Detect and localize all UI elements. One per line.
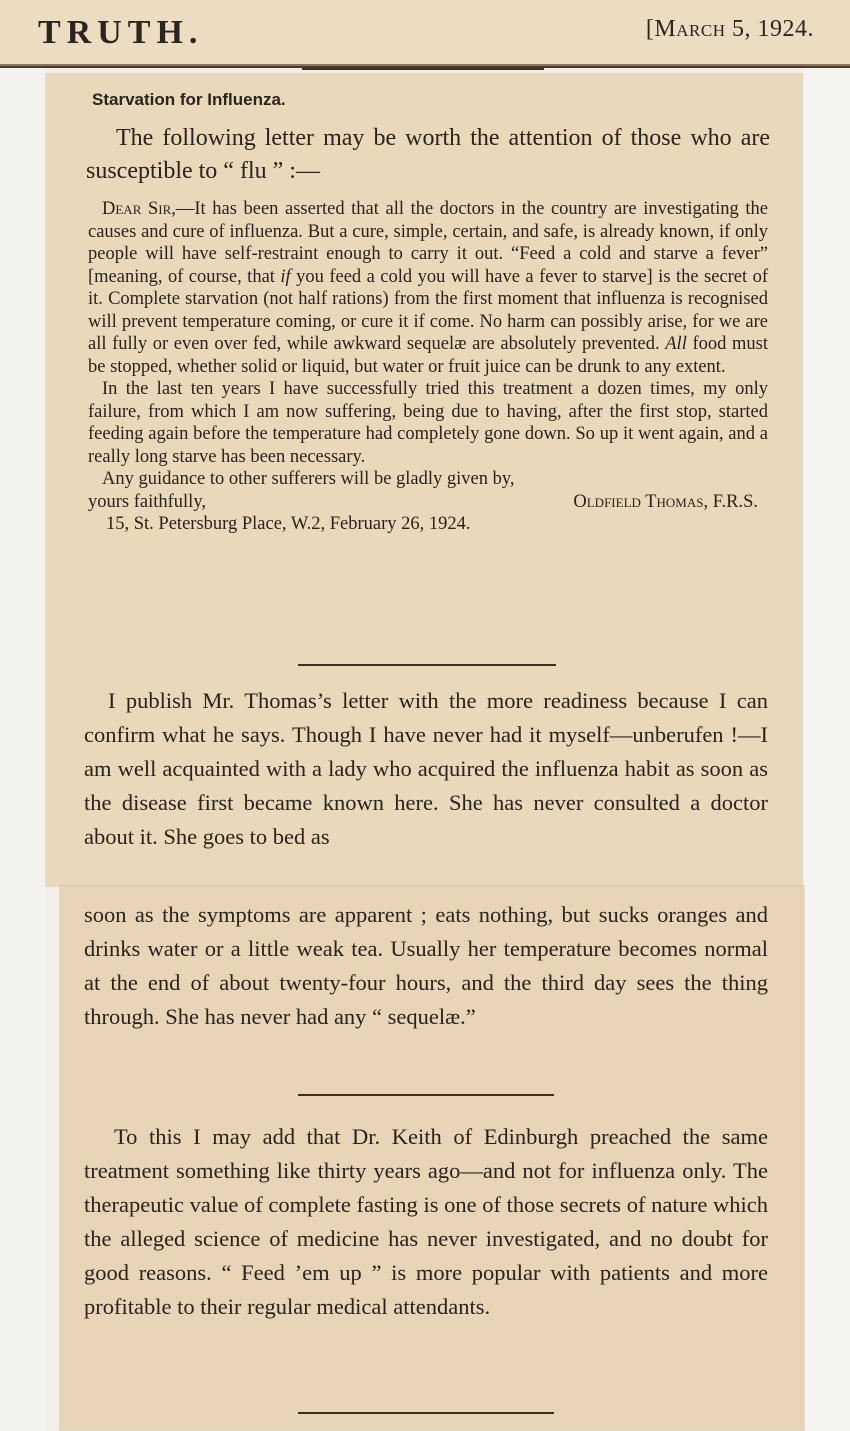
issue-date	[646, 16, 814, 43]
date-bracket: [	[645, 16, 655, 42]
letter-signature-line	[88, 491, 768, 514]
letter-closing: yours faithfully,	[88, 491, 207, 512]
divider-2	[298, 1094, 554, 1096]
letter-paragraph-1	[88, 198, 768, 378]
scan-left-margin	[0, 0, 46, 1431]
commentary-paragraph-2: To this I may add that Dr. Keith of Edinburgh preached the same treatment something like thirty years ago—and not for influenza only. The therapeutic value of complete fasting is one of those secrets of nature which the alleged science of medicine has never investigated, and no doubt for good reasons. “ Feed ’em up ” is more popular with patients and more profitable to their regular medical attendants.	[84, 1124, 768, 1319]
letter-p1-text-a: —It has been asserted that all the doctors in the country are investigating the causes and cure of influenza. But a cure, simple, certain, and safe, is already known, if only people will have self-restraint enough to carry it out. “Feed a cold and starve a fever” [meaning, of course, that	[88, 199, 768, 287]
letter-salutation: Dear Sir,	[102, 199, 176, 219]
letter-p1-italic-all: All	[665, 334, 687, 354]
scan-right-margin	[804, 70, 850, 1431]
top-rule	[302, 68, 544, 70]
date-day-year: 5, 1924.	[732, 16, 814, 42]
commentary-paragraph-1: I publish Mr. Thomas’s letter with the more readiness because I can confirm what he says. Though I have never had it myself—unberufen !—I am well acquainted with a lady who acquired the influenza habit as soon as the disease first became known here. She has never consulted a doctor about it. She goes to bed as	[84, 688, 768, 849]
masthead	[0, 0, 850, 68]
divider-3	[298, 1412, 554, 1414]
letter-to-editor	[88, 198, 768, 536]
publication-title: TRUTH.	[38, 14, 204, 51]
letter-signature: Oldfield Thomas, F.R.S.	[573, 491, 758, 512]
article-lead: The following letter may be worth the attention of those who are susceptible to “ flu ” :—	[86, 125, 770, 184]
letter-paragraph-2: In the last ten years I have successfully tried this treatment a dozen times, my only failure, from which I am now suffering, being due to having, after the first stop, started feeding again before the temperature had completely gone down. So up it went again, and a really long starve has been necessary.	[88, 379, 768, 467]
divider-1	[298, 664, 556, 666]
article-heading: Starvation for Influenza.	[92, 90, 286, 109]
letter-p1-text-c: food must be stopped, whether solid or liquid, but water or fruit juice can be drunk to any extent.	[88, 334, 769, 377]
letter-paragraph-3: Any guidance to other sufferers will be gladly given by,	[102, 469, 515, 489]
date-month: March	[654, 16, 726, 42]
letter-address: 15, St. Petersburg Place, W.2, February 26, 1924.	[106, 514, 471, 534]
letter-p1-italic-if: if	[280, 266, 291, 287]
commentary-paragraph-1-continued: soon as the symptoms are apparent ; eats nothing, but sucks oranges and drinks water or a little weak tea. Usually her temperature becomes normal at the end of about twenty-four hours, and the third day sees the thing through. She has never had any “ sequelæ.”	[84, 902, 768, 1029]
letter-p1-text-b: you feed a cold you will have a fever to starve] is the secret of it. Complete starvation (not half rations) from the first moment that influenza is recognised will prevent temperature coming, or cure it if come. No harm can possibly arise, for we are all fully or even over fed, while awkward sequelæ are absolutely prevented.	[88, 266, 769, 354]
